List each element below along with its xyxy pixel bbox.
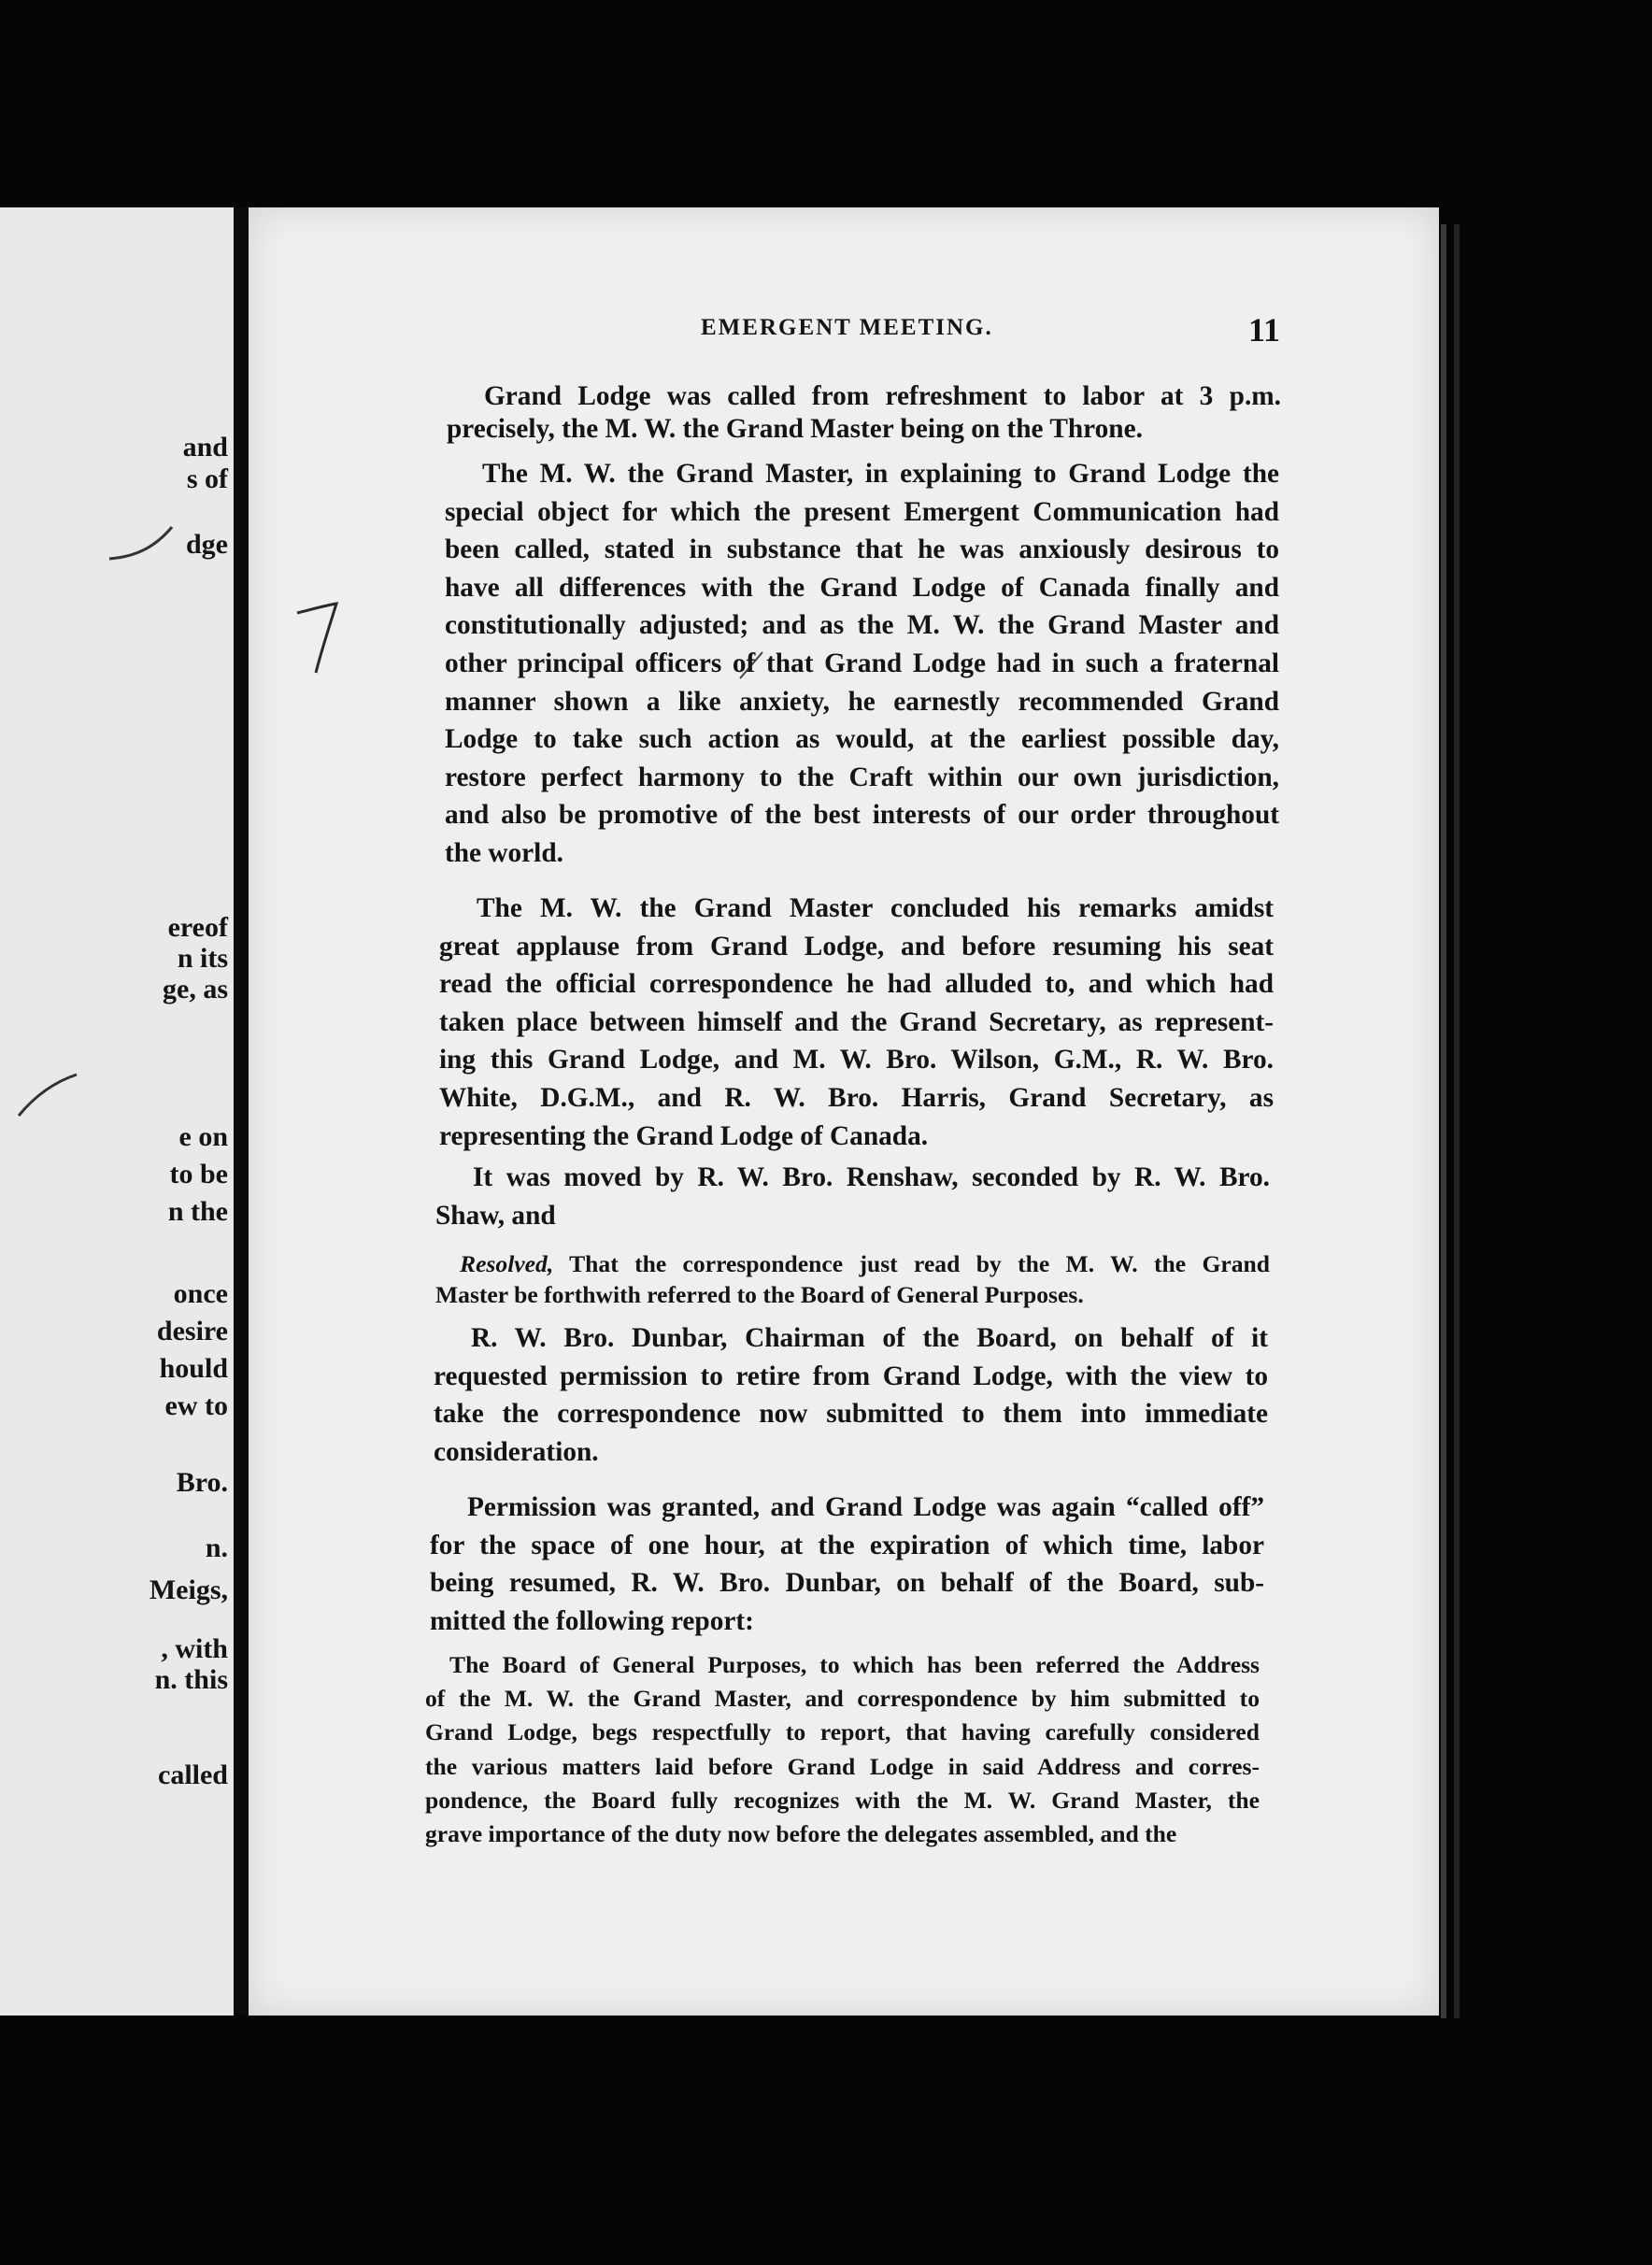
left-text-fragment: Meigs,	[149, 1574, 228, 1605]
extract-text-line: Master be forthwith referred to the Board of General Purposes.	[435, 1281, 1084, 1308]
body-text-line: requested permission to retire from Grand Lodge, with the view to	[434, 1362, 1268, 1391]
left-text-fragment: hould	[159, 1353, 228, 1384]
extract-text-line: Resolved, That the correspondence just read by the M. W. the Grand	[460, 1252, 1270, 1277]
extract-text-line: grave importance of the duty now before the delegates assembled, and the	[425, 1820, 1177, 1847]
body-text-line: consideration.	[434, 1436, 599, 1467]
body-text-line: Shaw, and	[435, 1200, 556, 1231]
body-text-line: precisely, the M. W. the Grand Master being on the Throne.	[447, 414, 1143, 444]
body-text-line: Lodge to take such action as would, at the earliest possible day,	[445, 726, 1279, 755]
body-text-line: The M. W. the Grand Master concluded his remarks amidst	[477, 895, 1274, 923]
left-text-fragment: ge, as	[163, 974, 228, 1004]
body-text-line: White, D.G.M., and R. W. Bro. Harris, Grand Secretary, as	[439, 1085, 1274, 1113]
body-text-line: and also be promotive of the best interests of our order throughout	[445, 802, 1279, 831]
page-edge	[1454, 224, 1460, 2018]
body-text-line: representing the Grand Lodge of Canada.	[439, 1120, 929, 1151]
margin-pencil-mark	[290, 596, 364, 680]
left-text-fragment: Bro.	[176, 1467, 228, 1498]
left-text-fragment: e on	[178, 1121, 228, 1152]
left-text-fragment: n.	[205, 1532, 228, 1563]
left-text-fragment: n its	[177, 943, 228, 974]
left-text-fragment: n the	[167, 1196, 228, 1227]
pencil-tick-mark	[105, 521, 179, 568]
resolved-italic: Resolved,	[460, 1252, 554, 1277]
body-text-line: manner shown a like anxiety, he earnestly recommended Grand	[445, 688, 1279, 717]
body-text-line: special object for which the present Emergent Communication had	[445, 498, 1279, 527]
body-text-line: taken place between himself and the Grand Secretary, as represent-	[439, 1008, 1274, 1037]
left-text-fragment: ew to	[164, 1390, 228, 1421]
extract-text-line: The Board of General Purposes, to which has been referred the Address	[449, 1653, 1260, 1678]
body-text-line: The M. W. the Grand Master, in explaining to Grand Lodge the	[482, 461, 1279, 489]
left-text-fragment: ereof	[167, 912, 228, 943]
body-text-line: being resumed, R. W. Bro. Dunbar, on behalf of the Board, sub-	[430, 1570, 1264, 1599]
body-text-line: been called, stated in substance that he was anxiously desirous to	[445, 536, 1279, 565]
left-text-fragment: once	[173, 1278, 228, 1309]
previous-page-fragment	[0, 207, 241, 2016]
body-text-line: restore perfect harmony to the Craft within our own jurisdiction,	[445, 763, 1279, 792]
extract-text-line: the various matters laid before Grand Lodge in said Address and corres-	[425, 1754, 1260, 1780]
body-text-line: Grand Lodge was called from refreshment to labor at 3 p.m.	[484, 383, 1281, 411]
running-head: EMERGENT MEETING.	[701, 315, 993, 340]
body-text-line: R. W. Bro. Dunbar, Chairman of the Board, on behalf of it	[471, 1325, 1268, 1353]
body-text-line: other principal officers of that Grand Lodge had in such a fraternal	[445, 650, 1279, 678]
pencil-tick-mark	[11, 1067, 86, 1123]
body-text-line: constitutionally adjusted; and as the M. W. the Grand Master and	[445, 612, 1279, 641]
body-text-line: great applause from Grand Lodge, and before resuming his seat	[439, 933, 1274, 962]
body-text-line: take the correspondence now submitted to them into immediate	[434, 1401, 1268, 1430]
left-text-fragment: , with	[161, 1633, 228, 1664]
extract-text-line: pondence, the Board fully recognizes with the M. W. Grand Master, the	[425, 1788, 1260, 1814]
body-text-line: read the official correspondence he had alluded to, and which had	[439, 971, 1274, 1000]
left-text-fragment: and	[182, 432, 228, 463]
extract-text-line: Grand Lodge, begs respectfully to report, that having carefully considered	[425, 1720, 1260, 1746]
left-text-fragment: dge	[186, 529, 228, 560]
page-number: 11	[1248, 311, 1281, 349]
extract-text-line: of the M. W. the Grand Master, and correspondence by him submitted to	[425, 1687, 1260, 1713]
body-text-line: mitted the following report:	[430, 1605, 754, 1636]
page-edge	[1441, 224, 1446, 2018]
left-text-fragment: desire	[156, 1316, 228, 1346]
body-text-line: have all differences with the Grand Lodge of Canada finally and	[445, 574, 1279, 603]
body-text-line: for the space of one hour, at the expiration of which time, labor	[430, 1531, 1264, 1560]
body-text-line: It was moved by R. W. Bro. Renshaw, seconded by R. W. Bro.	[473, 1164, 1270, 1192]
left-text-fragment: called	[158, 1759, 228, 1790]
left-text-fragment: to be	[169, 1159, 228, 1189]
left-text-fragment: s of	[186, 463, 228, 494]
left-text-fragment: n. this	[154, 1664, 228, 1695]
body-text-line: ing this Grand Lodge, and M. W. Bro. Wilson, G.M., R. W. Bro.	[439, 1047, 1274, 1076]
body-text-line: Permission was granted, and Grand Lodge was again “called off”	[467, 1494, 1264, 1522]
body-text-line: the world.	[445, 838, 563, 868]
